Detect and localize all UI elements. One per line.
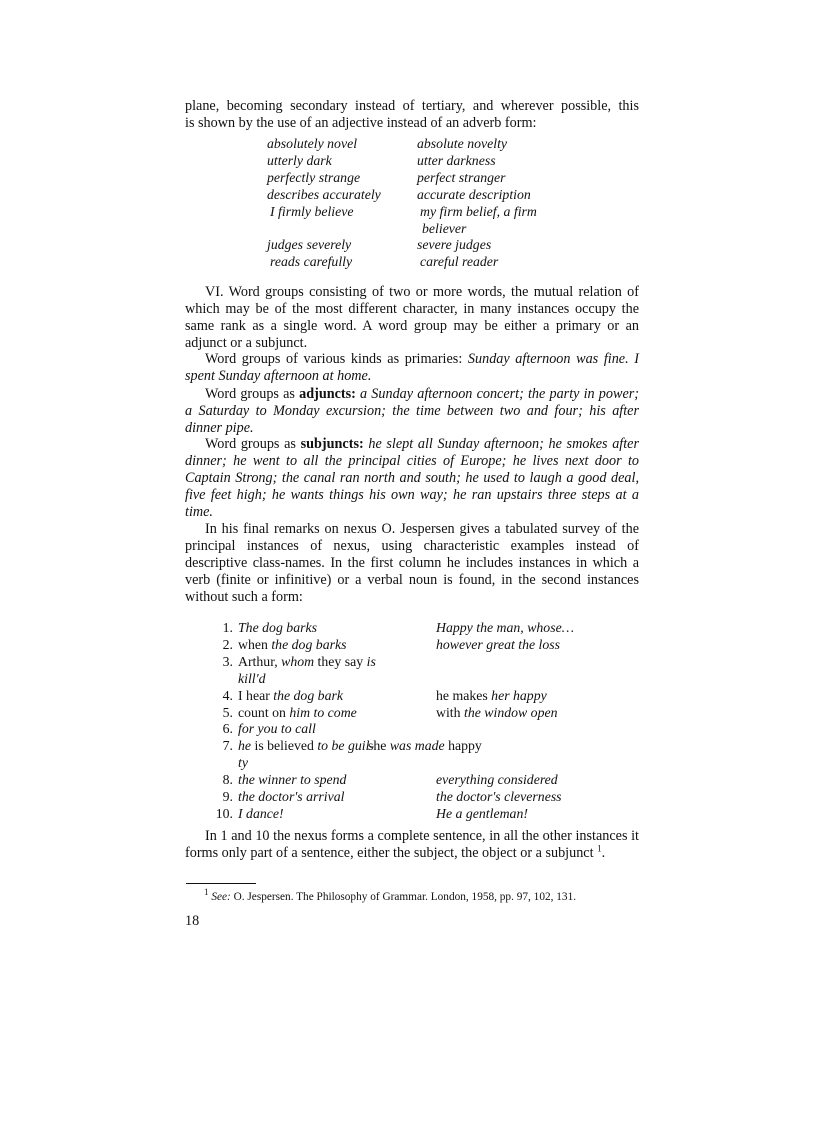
pair-row — [267, 187, 582, 204]
pair-adverb: judges severely — [267, 237, 352, 253]
nexus-italic: to be guil- — [317, 738, 375, 754]
pair-adjective: utter darkness — [417, 152, 496, 168]
nexus-number: 10. — [215, 805, 233, 821]
nexus-row — [210, 637, 636, 654]
nexus-italic: her happy — [491, 687, 547, 703]
pair-row — [267, 153, 582, 170]
nexus-plain: with — [436, 704, 464, 720]
primaries-examples: Sunday afternoon was fine. I spent Sunday afternoon at home. — [185, 351, 640, 384]
pair-adverb — [267, 221, 417, 238]
nexus-row — [210, 620, 636, 637]
pair-row — [267, 221, 582, 238]
pair-adjective: my firm belief, a firm — [420, 203, 537, 219]
nexus-row — [210, 671, 636, 688]
conclusion-end: . — [601, 844, 606, 861]
nexus-italic: everything considered — [436, 772, 558, 788]
nexus-row — [210, 755, 636, 772]
nexus-plain: count on — [238, 704, 290, 720]
nexus-row — [210, 789, 636, 806]
nexus-italic: he — [238, 738, 252, 754]
pair-adverb: utterly dark — [267, 152, 332, 168]
paragraph-subjuncts — [185, 436, 639, 521]
nexus-nonverbal-example — [436, 806, 636, 823]
footnote — [204, 887, 577, 904]
footnote-mark: 1 — [204, 887, 209, 898]
paragraph-word-groups: VI. Word groups consisting of two or more words, the mutual relation of which may be of the most different character, in many instances occupy the same rank as a single word. A word group may be either a primary or an adjunct or a subjunct. — [185, 284, 639, 351]
adverb-adjective-pairs — [267, 136, 582, 271]
nexus-plain: she — [368, 738, 390, 754]
pair-adverb: perfectly strange — [267, 169, 361, 185]
paragraph-jespersen-survey: In his final remarks on nexus O. Jespersen gives a tabulated survey of the principal instances of nexus, using characteristic examples instead of descriptive class-names. In the first column he includes instances in which a verb (finite or infinitive) or a verbal noun is found, in the second instances without such a form: — [185, 521, 639, 605]
pair-adjective: perfect stranger — [417, 169, 506, 185]
nexus-italic: for you to call — [238, 721, 316, 737]
nexus-nonverbal-example — [436, 721, 636, 738]
nexus-nonverbal-example — [436, 755, 636, 772]
nexus-row — [210, 738, 636, 755]
nexus-italic: the dog barks — [271, 636, 347, 652]
nexus-number: 5. — [222, 704, 233, 720]
adjuncts-lead: Word groups as — [205, 386, 300, 402]
nexus-row — [210, 772, 636, 789]
nexus-nonverbal-example — [436, 620, 636, 637]
nexus-nonverbal-example — [368, 738, 568, 755]
nexus-verbal-example — [238, 637, 436, 654]
intro-line-1: plane, becoming secondary instead of tertiary, and wherever possible, this — [185, 98, 639, 114]
nexus-italic: the doctor's cleverness — [436, 789, 562, 805]
nexus-plain: when — [238, 636, 272, 652]
paragraph-conclusion — [185, 828, 639, 862]
nexus-italic: The dog barks — [238, 620, 317, 635]
nexus-number: 8. — [222, 772, 233, 788]
nexus-number — [210, 755, 238, 772]
nexus-number — [210, 671, 238, 688]
nexus-nonverbal-example — [436, 705, 636, 722]
nexus-verbal-example — [238, 671, 436, 688]
nexus-plain: he makes — [436, 687, 492, 703]
nexus-row — [210, 705, 636, 722]
paragraph-adjuncts — [185, 386, 639, 437]
intro-line-2: is shown by the use of an adjective instead of an adverb form: — [185, 114, 537, 131]
subjuncts-examples: he slept all Sunday afternoon; he smokes after dinner; he went to all the principal cities of Europe; he lives next door to Captain Strong; the canal ran north and south; he used to laugh a good deal, five feet high; he wants things his own way; he ran upstairs three steps at a time. — [185, 436, 639, 520]
nexus-number: 9. — [222, 789, 233, 805]
nexus-verbal-example — [238, 654, 436, 671]
nexus-verbal-example — [238, 806, 436, 823]
nexus-row — [210, 688, 636, 705]
nexus-italic: He a gentleman! — [436, 805, 528, 821]
nexus-verbal-example — [238, 705, 436, 722]
nexus-nonverbal-example — [436, 772, 636, 789]
nexus-verbal-example — [238, 688, 436, 705]
nexus-nonverbal-example — [436, 637, 636, 654]
nexus-number: 6. — [222, 721, 233, 737]
nexus-row — [210, 806, 636, 823]
pair-adjective: believer — [422, 220, 467, 236]
footnote-reference: 1 — [597, 843, 602, 854]
nexus-italic: whom — [281, 653, 315, 669]
nexus-italic: is — [366, 653, 376, 669]
nexus-verbal-example — [238, 755, 436, 772]
pair-row — [267, 204, 582, 221]
subjuncts-lead: Word groups as — [205, 436, 301, 452]
pair-adjective: severe judges — [417, 237, 492, 253]
pair-adverb: I firmly believe — [270, 203, 354, 219]
paragraph-primaries — [185, 351, 639, 385]
nexus-verbal-example — [238, 789, 436, 806]
nexus-plain: happy — [444, 738, 482, 754]
pair-adjective: absolute novelty — [417, 136, 508, 151]
adjuncts-examples: a Sunday afternoon concert; the party in power; a Saturday to Monday excursion; the time between two and four; his after dinner pipe. — [185, 386, 639, 436]
nexus-plain: Arthur, — [238, 653, 282, 669]
nexus-nonverbal-example — [436, 789, 636, 806]
nexus-italic: the winner to spend — [238, 772, 347, 788]
page-number: 18 — [185, 913, 200, 929]
nexus-verbal-example — [238, 772, 436, 789]
nexus-number: 1. — [222, 620, 233, 635]
pair-row — [267, 254, 582, 271]
primaries-lead: Word groups of various kinds as primaries: — [205, 351, 468, 367]
conclusion-text: In 1 and 10 the nexus forms a complete sentence, in all the other instances it forms only part of a sentence, either the subject, the object or a subjunct — [185, 828, 639, 861]
pair-adjective: accurate description — [417, 186, 531, 202]
adjuncts-term: adjuncts: — [299, 386, 356, 402]
nexus-number: 7. — [222, 738, 233, 754]
nexus-italic: the window open — [463, 704, 558, 720]
nexus-number: 4. — [222, 687, 233, 703]
nexus-plain: is believed — [251, 738, 318, 754]
pair-adverb: absolutely novel — [267, 136, 358, 151]
footnote-divider — [186, 883, 256, 884]
nexus-verbal-example — [238, 620, 436, 637]
nexus-plain: I hear — [238, 687, 274, 703]
nexus-italic: kill'd — [238, 670, 266, 686]
nexus-nonverbal-example — [436, 688, 636, 705]
nexus-row — [210, 654, 636, 671]
nexus-table — [210, 620, 636, 823]
nexus-nonverbal-example — [436, 654, 636, 671]
subjuncts-term: subjuncts: — [300, 436, 364, 452]
nexus-italic: the doctor's arrival — [238, 789, 345, 805]
nexus-plain: they say — [314, 653, 367, 669]
pair-adverb: reads carefully — [270, 254, 353, 270]
footnote-text: O. Jespersen. The Philosophy of Grammar. London, 1958, pp. 97, 102, 131. — [230, 891, 577, 903]
nexus-nonverbal-example — [436, 671, 636, 688]
nexus-number: 3. — [222, 653, 233, 669]
nexus-italic: Happy the man, whose… — [436, 620, 574, 635]
footnote-see: See: — [211, 891, 231, 903]
nexus-verbal-example — [238, 721, 436, 738]
nexus-number: 2. — [222, 636, 233, 652]
pair-adverb: describes accurately — [267, 186, 381, 202]
pair-row — [267, 237, 582, 254]
nexus-italic: was made — [389, 738, 445, 754]
pair-row — [267, 170, 582, 187]
intro-paragraph — [185, 98, 639, 132]
nexus-row — [210, 721, 636, 738]
nexus-italic: I dance! — [238, 805, 284, 821]
nexus-italic: ty — [238, 755, 248, 771]
nexus-italic: the dog bark — [273, 687, 343, 703]
nexus-italic: however great the loss — [436, 636, 561, 652]
nexus-italic: him to come — [289, 704, 357, 720]
pair-adjective: careful reader — [420, 254, 499, 270]
pair-row — [267, 136, 582, 153]
